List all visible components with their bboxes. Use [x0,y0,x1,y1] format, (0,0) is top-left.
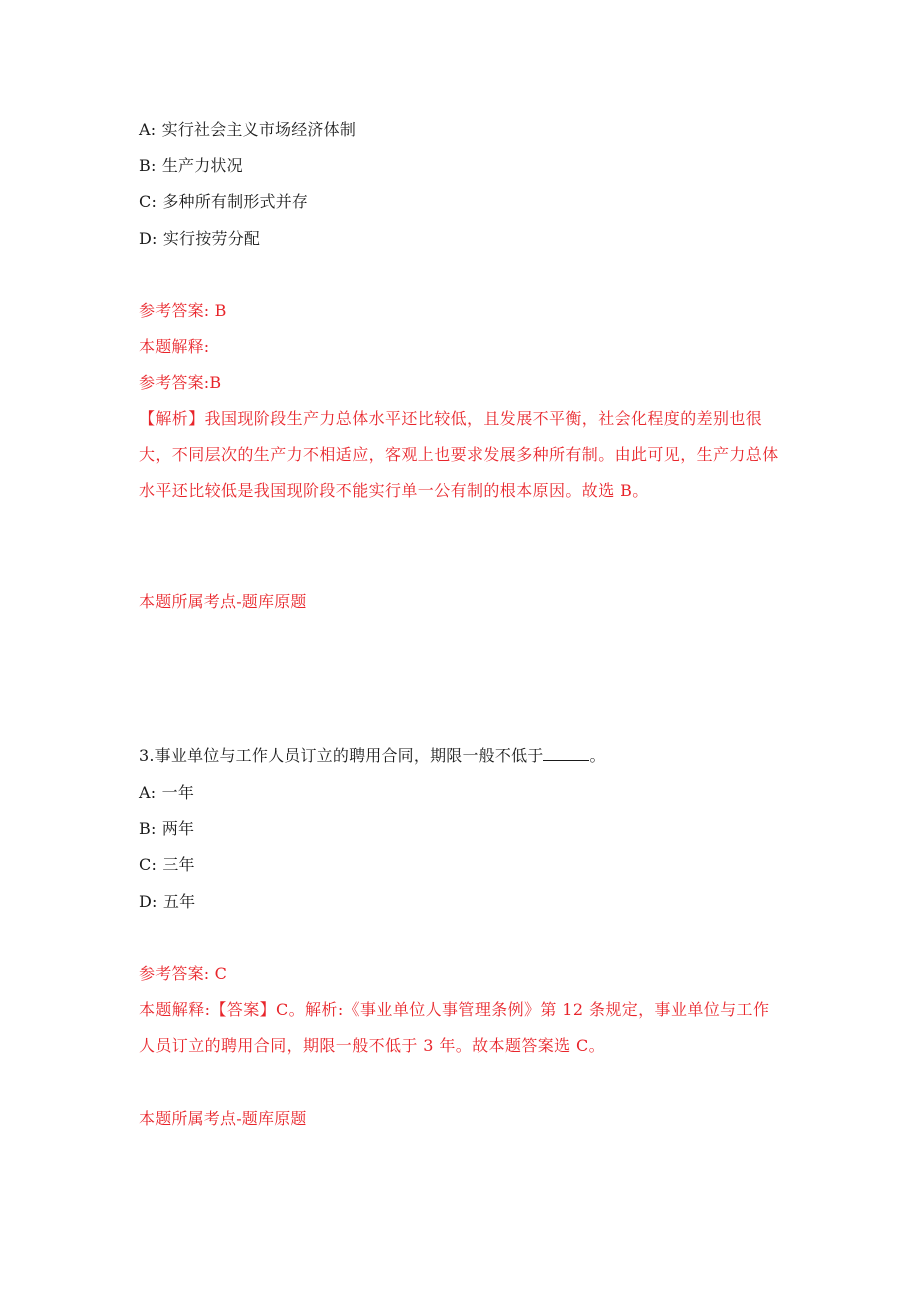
q3-option-d: D: 五年 [139,892,196,911]
q2-topic: 本题所属考点-题库原题 [139,592,307,611]
q3-explanation: 本题解释:【答案】C。解析:《事业单位人事管理条例》第 12 条规定，事业单位与工作人员订立的聘用合同，期限一般不低于 3 年。故本题答案选 C。 [139,1000,770,1055]
q3-option-a: A: 一年 [139,783,195,802]
q2-answer: 参考答案: B [139,301,227,320]
q3-question-end: 。 [589,746,606,765]
q3-blank [543,746,589,761]
q2-option-b: B: 生产力状况 [139,156,243,175]
q3-topic: 本题所属考点-题库原题 [139,1109,307,1128]
q2-analysis: 【解析】我国现阶段生产力总体水平还比较低，且发展不平衡，社会化程度的差别也很大，不同层次的生产力不相适应，客观上也要求发展多种所有制。由此可见，生产力总体水平还比较低是我国现阶段不能实行单一公有制的根本原因。故选 B。 [139,409,779,500]
q3-answer: 参考答案: C [139,964,228,983]
q2-option-a: A: 实行社会主义市场经济体制 [139,120,357,139]
q3-option-c: C: 三年 [139,855,195,874]
q2-answer-repeat: 参考答案:B [139,373,222,392]
q3-question [139,746,606,766]
q3-question-text: 3.事业单位与工作人员订立的聘用合同，期限一般不低于 [139,746,544,765]
q2-explanation-label: 本题解释: [139,337,210,356]
q2-option-c: C: 多种所有制形式并存 [139,192,309,211]
q3-option-b: B: 两年 [139,819,195,838]
q2-option-d: D: 实行按劳分配 [139,229,261,248]
